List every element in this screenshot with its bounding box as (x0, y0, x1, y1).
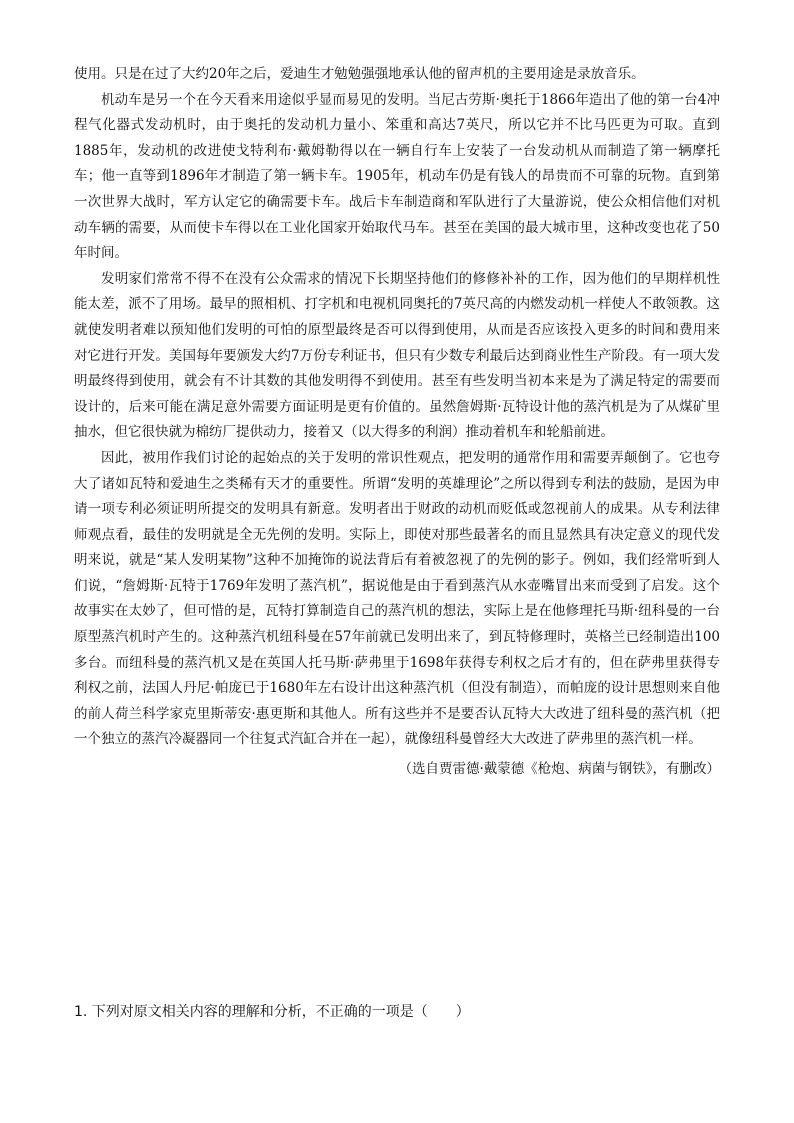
paragraph-continued: 使用。只是在过了大约20年之后，爱迪生才勉勉强强地承认他的留声机的主要用途是录放音乐。 (74, 66, 645, 82)
source-citation: （选自贾雷德·戴蒙德《枪炮、病菌与钢铁》，有删改） (398, 761, 720, 778)
article-body (74, 62, 720, 783)
question-1: 1. 下列对原文相关内容的理解和分析，不正确的一项是（ ） (74, 1004, 470, 1020)
paragraph-conclusion: 因此，被用作我们讨论的起始点的关于发明的常识性观点，把发明的通常作用和需要弄颠倒了。它也夸大了诸如瓦特和爱迪生之类稀有天才的重要性。所谓“发明的英雄理论”之所以得到专利法的鼓励，是因为申请一项专利必须证明所提交的发明具有新意。发明者出于财政的动机而贬低或忽视前人的成果。从专利法律师观点看，最佳的发明就是全无先例的发明。实际上，即使对那些最著名的而且显然具有决定意义的现代发明来说，就是“某人发明某物”这种不加掩饰的说法背后有着被忽视了的先例的影子。例如，我们经常听到人们说，“詹姆斯·瓦特于1769年发明了蒸汽机”，据说他是由于看到蒸汽从水壶嘴冒出来而受到了启发。这个故事实在太妙了，但可惜的是，瓦特打算制造自己的蒸汽机的想法，实际上是在他修理托马斯·纽科曼的一台原型蒸汽机时产生的。这种蒸汽机纽科曼在57年前就已发明出来了，到瓦特修理时，英格兰已经制造出100多台。而纽科曼的蒸汽机又是在英国人托马斯·萨弗里于1698年获得专利权之后才有的，但在萨弗里获得专利权之前，法国人丹尼·帕庞已于1680年左右设计出这种蒸汽机（但没有制造），而帕庞的设计思想则来自他的前人荷兰科学家克里斯蒂安·惠更斯和其他人。所有这些并不是要否认瓦特大大改进了纽科曼的蒸汽机（把一个独立的蒸汽冷凝器同一个往复式汽缸合并在一起），就像纽科曼曾经大大改进了萨弗里的蒸汽机一样。 (74, 449, 720, 748)
paragraph-motor-vehicle: 机动车是另一个在今天看来用途似乎显而易见的发明。当尼古劳斯·奥托于1866年造出了他的第一台4冲程气化器式发动机时，由于奥托的发动机力量小、笨重和高达7英尺，所以它并不比马匹更为可取。直到1885年，发动机的改进使戈特利布·戴姆勒得以在一辆自行车上安装了一台发动机从而制造了第一辆摩托车；他一直等到1896年才制造了第一辆卡车。1905年，机动车仍是有钱人的昂贵而不可靠的玩物。直到第一次世界大战时，军方认定它的确需要卡车。战后卡车制造商和军队进行了大量游说，使公众相信他们对机动车辆的需要，从而使卡车得以在工业化国家开始取代马车。甚至在美国的最大城市里，这种改变也花了50年时间。 (74, 91, 720, 262)
paragraph-inventors: 发明家们常常不得不在没有公众需求的情况下长期坚持他们的修修补补的工作，因为他们的早期样机性能太差，派不了用场。最早的照相机、打字机和电视机同奥托的7英尺高的内燃发动机一样使人不敢领教。这就使发明者难以预知他们发明的可怕的原型最终是否可以得到使用，从而是否应该投入更多的时间和费用来对它进行开发。美国每年要颁发大约7万份专利证书，但只有少数专利最后达到商业性生产阶段。有一项大发明最终得到使用，就会有不计其数的其他发明得不到使用。甚至有些发明当初本来是为了满足特定的需要而设计的，后来可能在满足意外需要方面证明是更有价值的。虽然詹姆斯·瓦特设计他的蒸汽机是为了从煤矿里抽水，但它很快就为棉纺厂提供动力，接着又（以大得多的利润）推动着机车和轮船前进。 (74, 270, 720, 441)
